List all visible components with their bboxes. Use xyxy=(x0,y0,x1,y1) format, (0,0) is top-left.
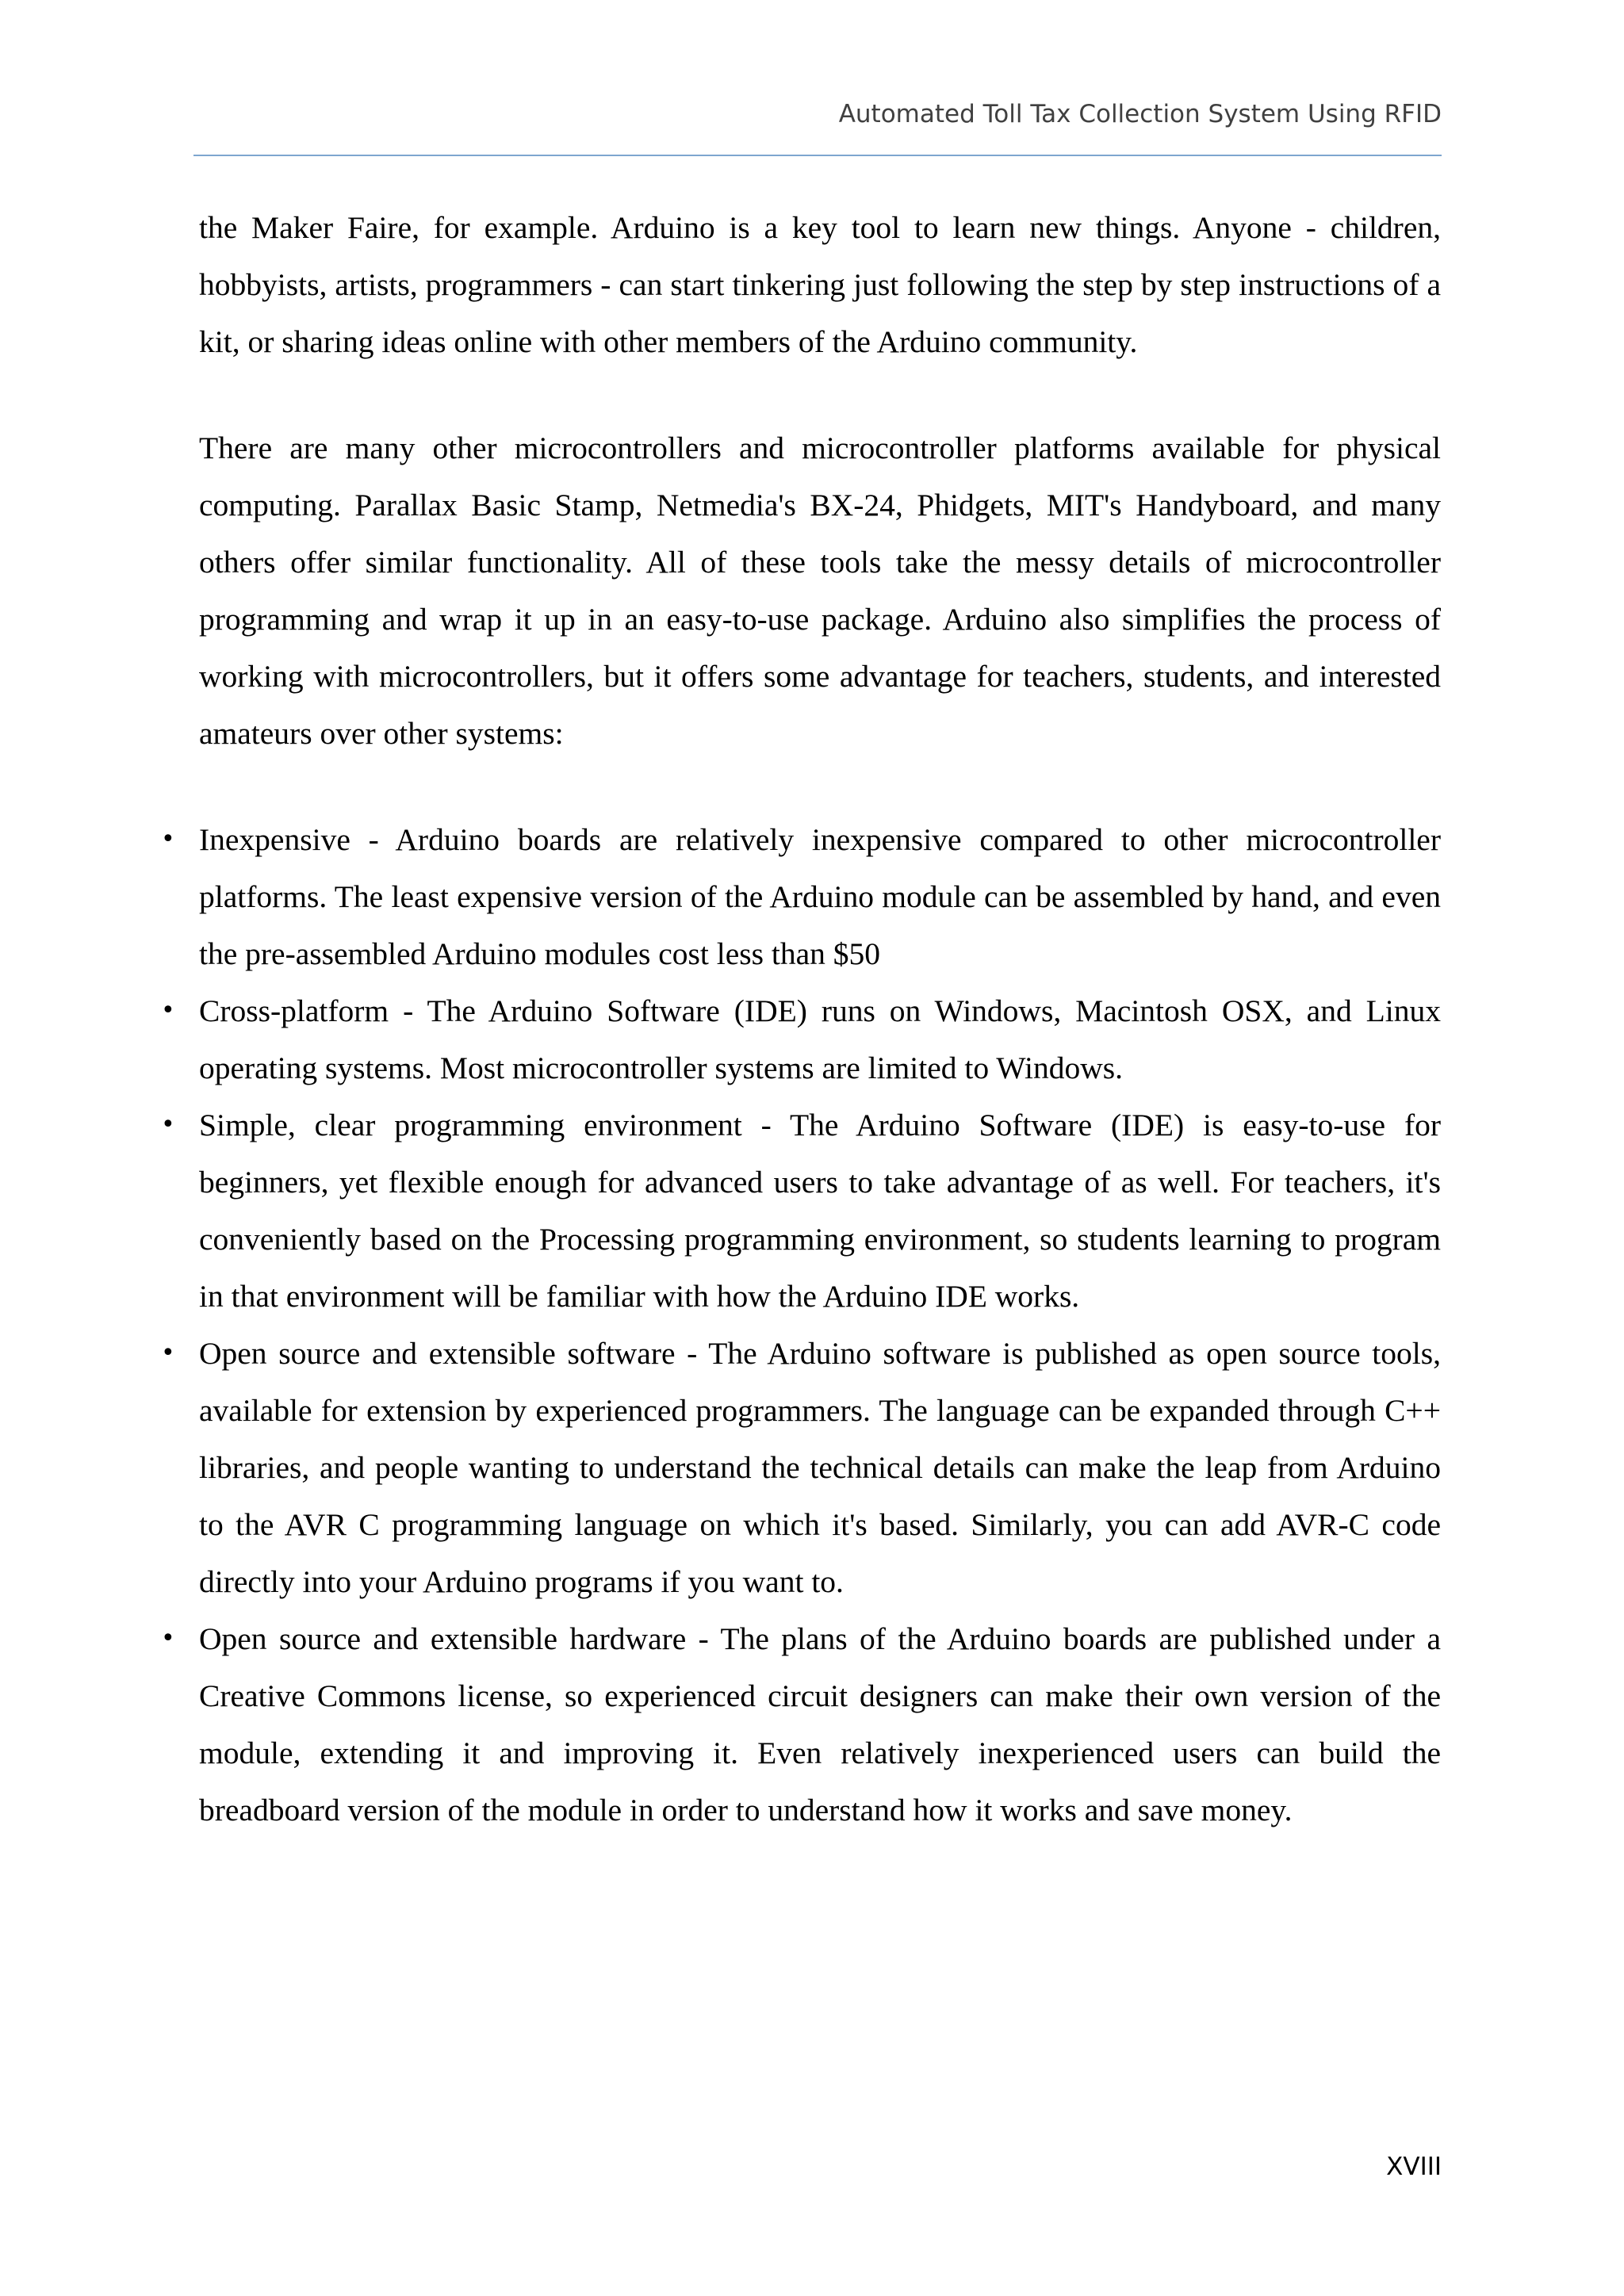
list-item xyxy=(161,811,1441,982)
list-item xyxy=(161,982,1441,1096)
list-item-text: Simple, clear programming environment - The Arduino Software (IDE) is easy-to-use for beginners, yet flexible enough for advanced users to take advantage of as well. For teachers, it's conveniently based on the Processing programming environment, so students learning to program in that environment will be familiar with how the Arduino IDE works. xyxy=(199,1108,1441,1314)
list-item xyxy=(161,1096,1441,1325)
bullet-icon: • xyxy=(161,997,175,1024)
bullet-icon: • xyxy=(161,1339,175,1367)
list-item-text: Inexpensive - Arduino boards are relatively inexpensive compared to other microcontroller platforms. The least expensive version of the Arduino module can be assembled by hand, and even the pre-assembled Arduino modules cost less than $50 xyxy=(199,822,1441,971)
paragraph: the Maker Faire, for example. Arduino is a key tool to learn new things. Anyone - children, hobbyists, artists, programmers - can start tinkering just following the step by step instructions of a kit, or sharing ideas online with other members of the Arduino community. xyxy=(199,210,1441,359)
body-text xyxy=(161,199,1441,1839)
list-item xyxy=(161,1325,1441,1610)
list-item-text: Cross-platform - The Arduino Software (IDE) runs on Windows, Macintosh OSX, and Linux operating systems. Most microcontroller systems are limited to Windows. xyxy=(199,993,1441,1085)
page-number: XVIII xyxy=(1386,2152,1442,2181)
running-header-title: Automated Toll Tax Collection System Using RFID xyxy=(838,100,1442,128)
list-item-text: Open source and extensible hardware - The plans of the Arduino boards are published under a Creative Commons license, so experienced circuit designers can make their own version of the module, extending it and improving it. Even relatively inexperienced users can build the breadboard version of the module in order to understand how it works and save money. xyxy=(199,1621,1441,1827)
list-item-text: Open source and extensible software - The Arduino software is published as open source tools, available for extension by experienced programmers. The language can be expanded through C++ libraries, and people wanting to understand the technical details can make the leap from Arduino to the AVR C programming language on which it's based. Similarly, you can add AVR-C code directly into your Arduino programs if you want to. xyxy=(199,1336,1441,1599)
paragraph: There are many other microcontrollers and microcontroller platforms available for physical computing. Parallax Basic Stamp, Netmedia's BX-24, Phidgets, MIT's Handyboard, and many others offer similar functionality. All of these tools take the messy details of microcontroller programming and wrap it up in an easy-to-use package. Arduino also simplifies the process of working with microcontrollers, but it offers some advantage for teachers, students, and interested amateurs over other systems: xyxy=(199,430,1441,751)
header-divider xyxy=(193,155,1442,156)
bullet-list xyxy=(161,811,1441,1839)
bullet-icon: • xyxy=(161,1624,175,1652)
bullet-icon: • xyxy=(161,1111,175,1138)
bullet-icon: • xyxy=(161,825,175,853)
list-item xyxy=(161,1610,1441,1839)
